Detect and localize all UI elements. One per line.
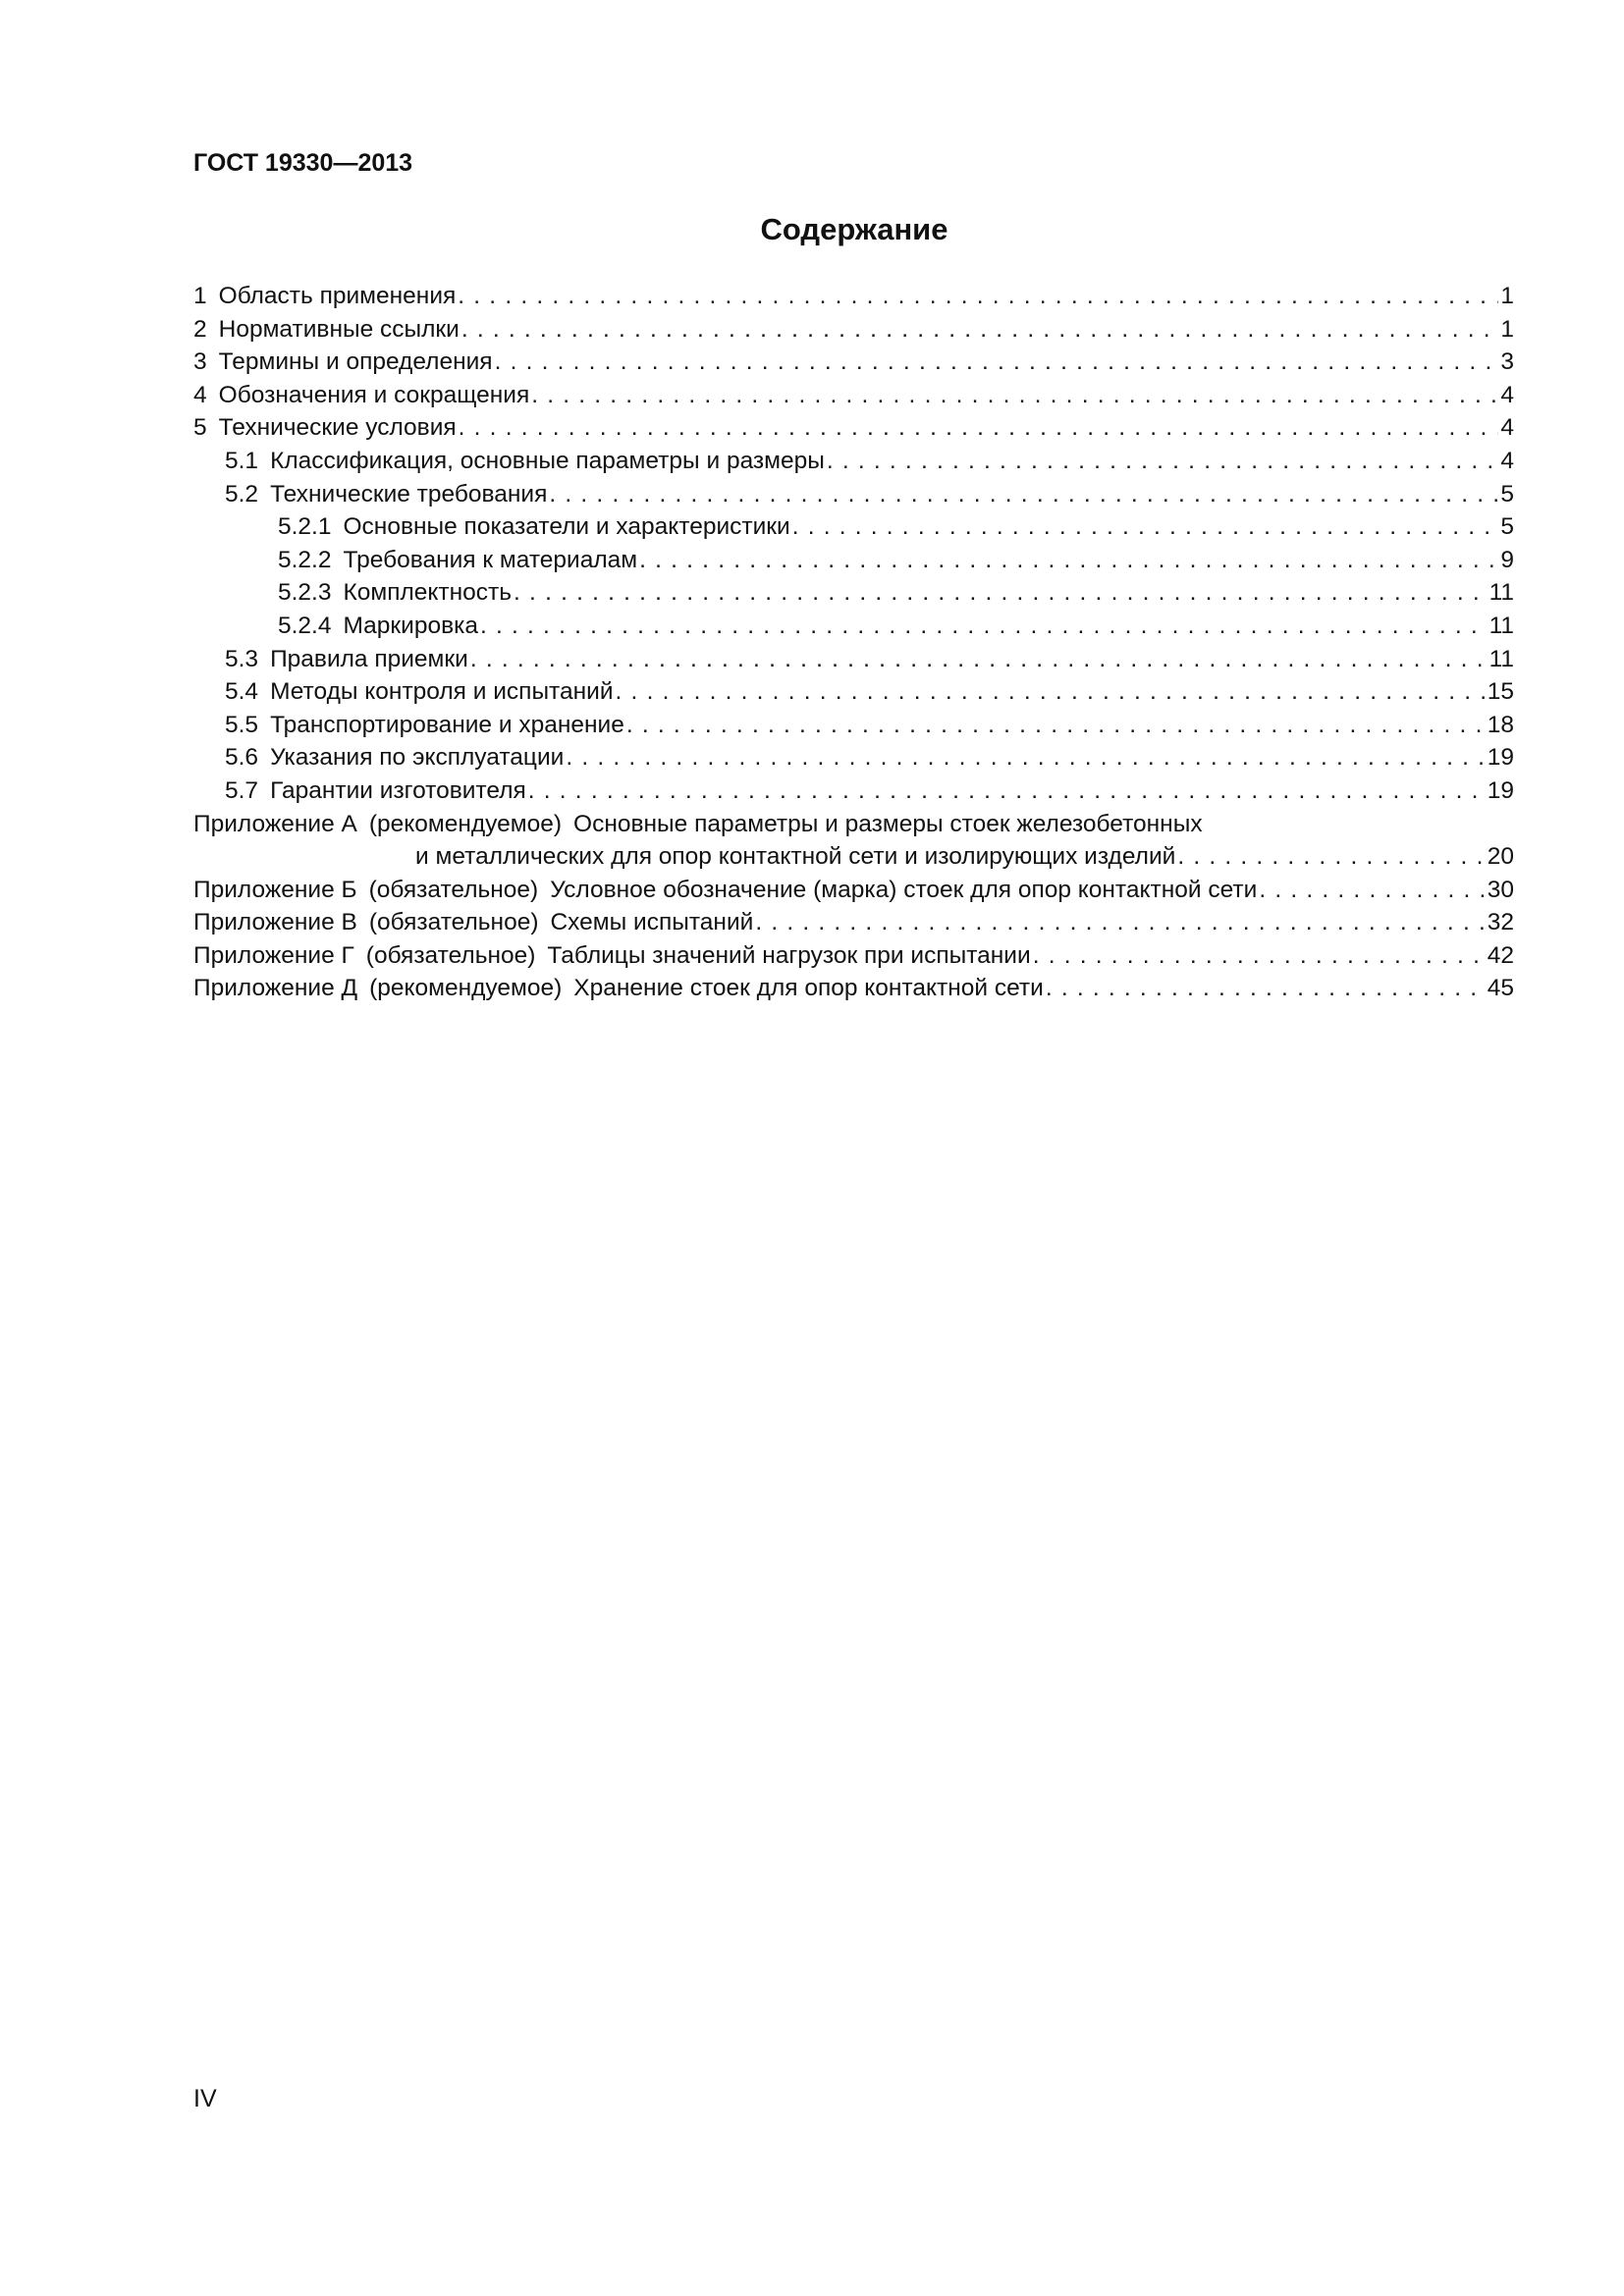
- toc-entry-text: Обозначения и сокращения: [218, 381, 530, 408]
- toc-entry-text: Технические условия: [218, 414, 457, 442]
- toc-entry[interactable]: [193, 610, 1514, 643]
- dot-leader: [626, 709, 1486, 742]
- appendix-status: (рекомендуемое): [369, 975, 563, 1002]
- toc-entry-number: 5.2.2: [278, 546, 332, 573]
- toc-entry-page: 9: [1500, 546, 1514, 573]
- appendix-text: и металлических для опор контактной сети и изолирующих изделий: [415, 843, 1176, 871]
- toc-entry[interactable]: [193, 411, 1514, 445]
- dot-leader: [639, 544, 1498, 577]
- toc-entry-text: Указания по эксплуатации: [270, 744, 565, 772]
- toc-entry-page: 4: [1500, 381, 1514, 408]
- toc-entry[interactable]: [193, 544, 1514, 577]
- dot-leader: [1259, 874, 1485, 907]
- dot-leader: [755, 906, 1485, 939]
- page-number: IV: [193, 2085, 217, 2112]
- toc-entry-text: Комплектность: [343, 579, 513, 607]
- toc-entry-page: 3: [1500, 348, 1514, 376]
- toc-entry[interactable]: [193, 643, 1514, 676]
- appendix-text: Таблицы значений нагрузок при испытании: [547, 941, 1031, 969]
- toc-entry-page: 15: [1487, 678, 1514, 706]
- dot-leader: [1177, 840, 1485, 874]
- toc-entry-number: 5.6: [225, 744, 259, 772]
- dot-leader: [461, 313, 1499, 347]
- dot-leader: [459, 411, 1499, 445]
- toc-entry-number: 5.1: [225, 447, 259, 474]
- toc-entry-number: 5.7: [225, 776, 259, 804]
- toc-entry-page: 19: [1487, 744, 1514, 772]
- document-code: ГОСТ 19330—2013: [193, 149, 413, 177]
- appendix-text: Схемы испытаний: [550, 909, 754, 936]
- toc-entry-number: 5.2.4: [278, 612, 332, 639]
- appendix-label: Приложение Д: [193, 975, 358, 1002]
- appendix-status: (обязательное): [365, 941, 536, 969]
- dot-leader: [1046, 972, 1486, 1005]
- toc-entry-page: 4: [1500, 447, 1514, 474]
- toc-entry[interactable]: [193, 774, 1514, 808]
- toc-entry[interactable]: [193, 675, 1514, 709]
- dot-leader: [531, 379, 1498, 412]
- toc-appendix-entry[interactable]: [193, 874, 1514, 907]
- toc-entry-text: Классификация, основные параметры и размеры: [270, 447, 825, 474]
- toc-entry-number: 3: [193, 348, 207, 376]
- toc-entry-page: 1: [1500, 315, 1514, 343]
- toc-appendix-entry[interactable]: [193, 939, 1514, 973]
- appendix-label: Приложение Г: [193, 941, 354, 969]
- appendix-page: 20: [1487, 843, 1514, 871]
- dot-leader: [792, 510, 1499, 544]
- appendix-page: 30: [1487, 876, 1514, 903]
- appendix-status: (обязательное): [368, 909, 539, 936]
- toc-entry[interactable]: [193, 280, 1514, 313]
- dot-leader: [480, 610, 1488, 643]
- appendix-page: 45: [1487, 975, 1514, 1002]
- dot-leader: [1033, 939, 1486, 973]
- toc-entry[interactable]: [193, 445, 1514, 478]
- appendix-label: Приложение В: [193, 909, 357, 936]
- dot-leader: [616, 675, 1486, 709]
- appendix-status: (обязательное): [368, 876, 539, 903]
- toc-title: Содержание: [760, 212, 948, 246]
- appendix-label: Приложение Б: [193, 876, 357, 903]
- toc-entry-number: 1: [193, 283, 207, 309]
- toc-entry[interactable]: [193, 313, 1514, 347]
- toc-entry-number: 4: [193, 381, 207, 408]
- appendix-status: (рекомендуемое): [368, 810, 563, 837]
- toc-entry-page: 5: [1500, 513, 1514, 541]
- toc-entry-text: Технические требования: [270, 480, 548, 507]
- toc-entry-page: 11: [1489, 579, 1514, 607]
- toc-entry[interactable]: [193, 741, 1514, 774]
- appendix-text: Основные параметры и размеры стоек железобетонных: [573, 810, 1203, 837]
- toc-entry-page: 18: [1487, 711, 1514, 738]
- toc-entry-number: 5.2: [225, 480, 259, 507]
- toc-entry-text: Требования к материалам: [343, 546, 638, 573]
- toc-entry-page: 19: [1487, 776, 1514, 804]
- toc-entry-text: Маркировка: [343, 612, 478, 639]
- appendix-label: Приложение А: [193, 810, 357, 837]
- appendix-page: 32: [1487, 909, 1514, 936]
- toc-entry-text: Транспортирование и хранение: [270, 711, 624, 738]
- toc-entry-text: Термины и определения: [218, 348, 493, 376]
- toc-entry-page: 4: [1500, 414, 1514, 442]
- appendix-text: Хранение стоек для опор контактной сети: [573, 975, 1044, 1002]
- toc-entry-number: 5.4: [225, 678, 259, 706]
- toc-entry[interactable]: [193, 478, 1514, 511]
- dot-leader: [514, 576, 1488, 610]
- toc-entry-page: 5: [1500, 480, 1514, 507]
- toc-appendix-entry-continuation[interactable]: [193, 840, 1514, 874]
- toc-appendix-entry[interactable]: [193, 808, 1514, 841]
- toc-entry[interactable]: [193, 379, 1514, 412]
- toc-entry-text: Методы контроля и испытаний: [270, 678, 614, 706]
- toc-entry[interactable]: [193, 346, 1514, 379]
- dot-leader: [458, 280, 1498, 313]
- toc-appendix-entry[interactable]: [193, 906, 1514, 939]
- toc-entry-page: 1: [1500, 283, 1514, 309]
- toc-entry-number: 5: [193, 414, 207, 442]
- toc-entry-number: 5.3: [225, 645, 259, 672]
- toc-entry[interactable]: [193, 510, 1514, 544]
- dot-leader: [827, 445, 1499, 478]
- dot-leader: [566, 741, 1485, 774]
- appendix-page: 42: [1487, 941, 1514, 969]
- toc-entry-number: 2: [193, 315, 207, 343]
- toc-entry-text: Нормативные ссылки: [218, 315, 460, 343]
- toc-entry-number: 5.2.1: [278, 513, 332, 541]
- dot-leader: [470, 643, 1488, 676]
- dot-leader: [495, 346, 1499, 379]
- dot-leader: [549, 478, 1498, 511]
- toc-entry-number: 5.2.3: [278, 579, 332, 607]
- toc-entry-page: 11: [1489, 645, 1514, 672]
- toc-entry[interactable]: [193, 576, 1514, 610]
- toc-entry-text: Гарантии изготовителя: [270, 776, 526, 804]
- appendix-text: Условное обозначение (марка) стоек для опор контактной сети: [550, 876, 1258, 903]
- table-of-contents: [193, 280, 1514, 1005]
- toc-appendix-entry[interactable]: [193, 972, 1514, 1005]
- toc-entry-number: 5.5: [225, 711, 259, 738]
- toc-entry-page: 11: [1489, 612, 1514, 639]
- toc-entry-text: Правила приемки: [270, 645, 468, 672]
- toc-entry[interactable]: [193, 709, 1514, 742]
- dot-leader: [528, 774, 1486, 808]
- toc-entry-text: Область применения: [218, 283, 457, 309]
- toc-entry-text: Основные показатели и характеристики: [343, 513, 790, 541]
